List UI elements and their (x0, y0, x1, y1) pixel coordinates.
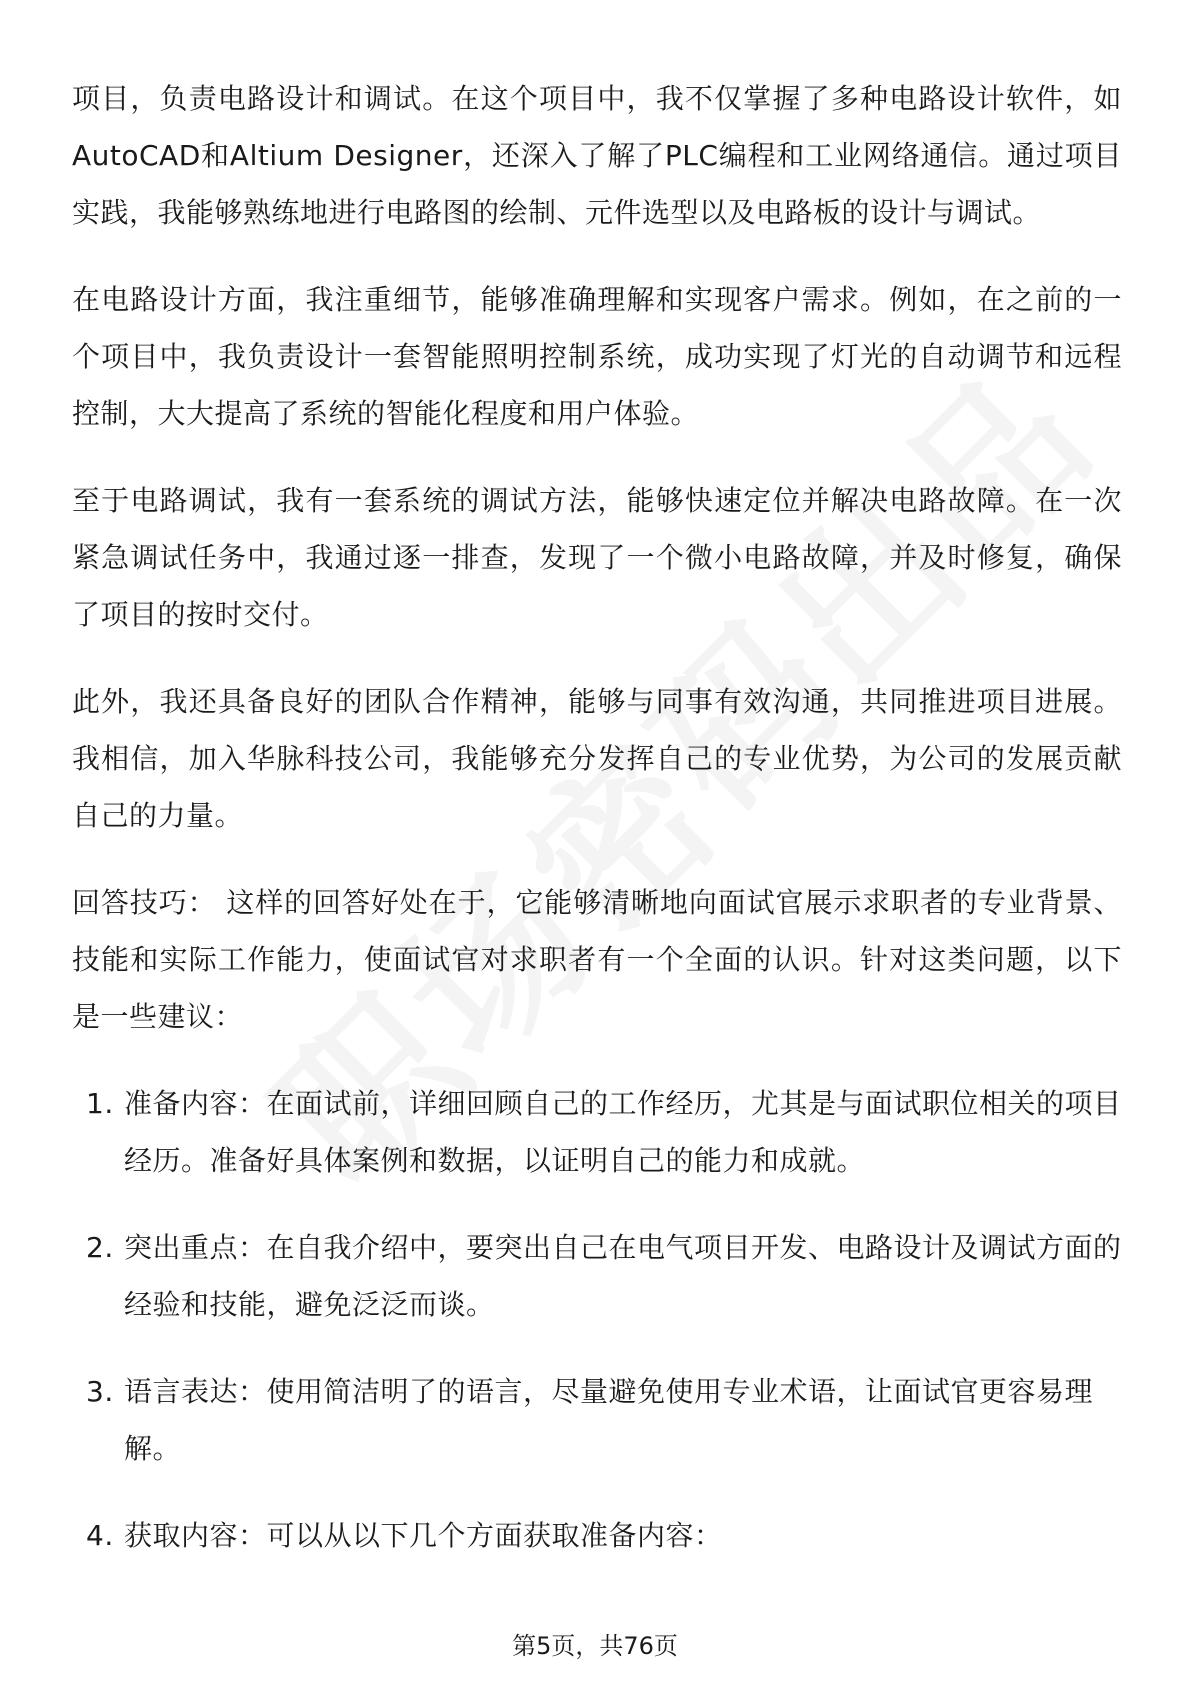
list-item (72, 1507, 1122, 1564)
list-item-text: 语言表达：使用简洁明了的语言，尽量避免使用专业术语，让面试官更容易理解。 (124, 1375, 1094, 1465)
list-item (72, 1075, 1122, 1189)
list-item-number: 3. (86, 1375, 114, 1408)
paragraph-teamwork: 此外，我还具备良好的团队合作精神，能够与同事有效沟通，共同推进项目进展。我相信，加入华脉科技公司，我能够充分发挥自己的专业优势，为公司的发展贡献自己的力量。 (72, 685, 1122, 832)
list-item-text: 突出重点：在自我介绍中，要突出自己在电气项目开发、电路设计及调试方面的经验和技能，避免泛泛而谈。 (124, 1231, 1122, 1321)
suggestion-list (72, 1075, 1122, 1564)
paragraph-answer-tips: 回答技巧： 这样的回答好处在于，它能够清晰地向面试官展示求职者的专业背景、技能和实际工作能力，使面试官对求职者有一个全面的认识。针对这类问题，以下是一些建议： (72, 886, 1122, 1033)
list-item-number: 1. (86, 1087, 114, 1120)
list-item-text: 获取内容：可以从以下几个方面获取准备内容： (124, 1519, 723, 1552)
list-item-number: 4. (86, 1519, 114, 1552)
paragraph-project-experience: 项目，负责电路设计和调试。在这个项目中，我不仅掌握了多种电路设计软件，如AutoCAD和Altium Designer，还深入了解了PLC编程和工业网络通信。通过项目实践，我能够熟练地进行电路图的绘制、元件选型以及电路板的设计与调试。 (72, 82, 1122, 229)
list-item-number: 2. (86, 1231, 114, 1264)
paragraph-circuit-design: 在电路设计方面，我注重细节，能够准确理解和实现客户需求。例如，在之前的一个项目中，我负责设计一套智能照明控制系统，成功实现了灯光的自动调节和远程控制，大大提高了系统的智能化程度和用户体验。 (72, 283, 1122, 430)
list-item (72, 1363, 1122, 1477)
paragraph-circuit-debugging: 至于电路调试，我有一套系统的调试方法，能够快速定位并解决电路故障。在一次紧急调试任务中，我通过逐一排查，发现了一个微小电路故障，并及时修复，确保了项目的按时交付。 (72, 484, 1122, 631)
page-content (72, 70, 1122, 1594)
page-number-footer: 第5页，共76页 (512, 1632, 678, 1660)
list-item-text: 准备内容：在面试前，详细回顾自己的工作经历，尤其是与面试职位相关的项目经历。准备好具体案例和数据，以证明自己的能力和成就。 (124, 1087, 1122, 1177)
list-item (72, 1219, 1122, 1333)
